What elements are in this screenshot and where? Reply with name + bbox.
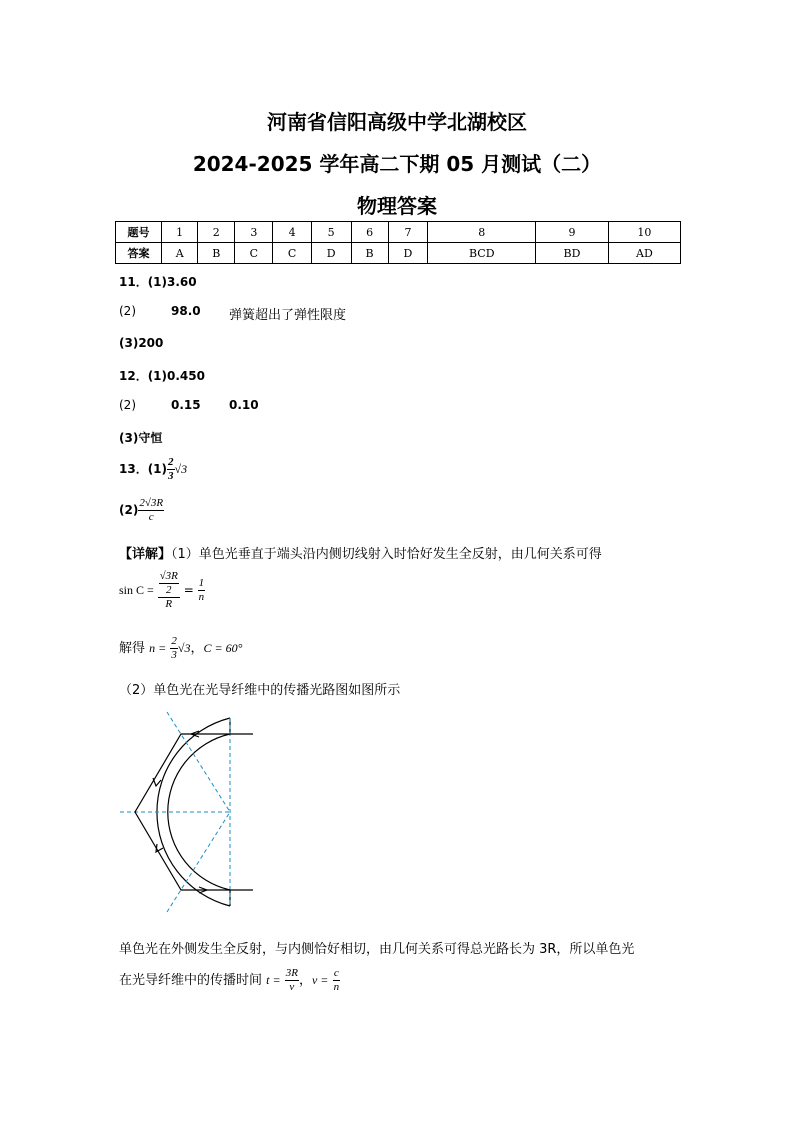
- table-row-numbers: [116, 222, 681, 243]
- t-separator: ，: [298, 973, 312, 988]
- table-cell: B: [198, 243, 235, 264]
- school-title: 河南省信阳高级中学北湖校区: [267, 110, 527, 134]
- sin-inner-fraction: [159, 570, 179, 597]
- q11-part2-note: 弹簧超出了弹性限度: [229, 308, 347, 323]
- q13-part1-radical: √3: [174, 462, 188, 476]
- table-cell: AD: [608, 243, 680, 264]
- t-fraction: [285, 967, 299, 994]
- sin-rhs-fraction: [198, 577, 206, 604]
- q13-part2-fraction: [138, 497, 164, 524]
- fraction-numerator: 2√3R: [139, 497, 164, 509]
- table-cell: 2: [198, 222, 235, 243]
- fraction-numerator: √3R: [159, 570, 178, 582]
- fiber-light-path-diagram: [115, 710, 265, 915]
- v-expr: v =: [311, 973, 329, 987]
- sin-big-numerator: [158, 570, 180, 598]
- q13-detail: [119, 543, 602, 562]
- sin-big-denominator: R: [165, 598, 173, 610]
- table-cell: D: [388, 243, 428, 264]
- q13-part1: [119, 456, 187, 483]
- fraction-denominator: c: [148, 511, 154, 523]
- table-cell: 5: [311, 222, 351, 243]
- solve-fraction: [170, 635, 178, 662]
- table-cell: A: [162, 243, 198, 264]
- sin-formula: [119, 570, 205, 611]
- table-cell: 6: [351, 222, 388, 243]
- normal-lines: [120, 712, 230, 912]
- normal-line-bottom: [167, 812, 230, 912]
- table-cell: 9: [536, 222, 609, 243]
- q11-part2-label: (2): [119, 304, 136, 318]
- detail-label: 【详解】: [119, 547, 172, 562]
- fraction-numerator: 2: [171, 635, 177, 647]
- solve-n: n =: [149, 641, 167, 655]
- conclusion-prefix: 在光导纤维中的传播时间: [119, 973, 263, 988]
- conclusion-line1: 单色光在外侧发生全反射，与内侧恰好相切，由几何关系可得总光路长为 3R，所以单色光: [119, 942, 635, 957]
- exam-title: 2024-2025 学年高二下期 05 月测试（二）: [192, 152, 602, 176]
- v-fraction: [333, 967, 341, 994]
- row-label-answer: 答案: [116, 243, 162, 264]
- solve-separator: ，: [190, 641, 204, 656]
- table-cell: 1: [162, 222, 198, 243]
- q11-part1: 11．(1)3.60: [119, 275, 197, 289]
- table-cell: D: [311, 243, 351, 264]
- table-cell: 10: [608, 222, 680, 243]
- fraction-denominator: n: [198, 591, 205, 603]
- sin-big-fraction: [158, 570, 180, 611]
- fraction-numerator: 3R: [285, 967, 298, 979]
- table-cell: 3: [235, 222, 273, 243]
- q12-part1: 12．(1)0.450: [119, 369, 205, 383]
- q13-part1-fraction: [167, 456, 175, 483]
- normal-line-top: [167, 712, 230, 812]
- fraction-denominator: 2: [165, 584, 172, 596]
- q13-part1-prefix: 13．(1): [119, 462, 168, 476]
- q12-part2: [119, 398, 259, 412]
- fraction-denominator: n: [333, 981, 340, 993]
- table-cell: C: [273, 243, 311, 264]
- q11-part2-value: 98.0: [171, 304, 201, 318]
- light-path: [135, 734, 253, 890]
- q12-part2-value2: 0.10: [229, 398, 259, 412]
- q12-part3: (3)守恒: [119, 431, 163, 445]
- t-expr: t =: [266, 973, 281, 987]
- fraction-numerator: 1: [198, 577, 205, 589]
- detail-text: （1）单色光垂直于端头沿内侧切线射入时恰好发生全反射，由几何关系可得: [171, 547, 602, 562]
- q13-part2: [119, 497, 164, 524]
- equals-sign: =: [183, 583, 194, 597]
- solve-angle: C = 60°: [203, 641, 243, 655]
- table-cell: B: [351, 243, 388, 264]
- table-row-answers: [116, 243, 681, 264]
- subject-title: 物理答案: [357, 194, 437, 218]
- q11-part3: (3)200: [119, 336, 164, 350]
- answer-table: [115, 221, 681, 264]
- table-cell: 4: [273, 222, 311, 243]
- table-cell: 8: [428, 222, 536, 243]
- arrow-icon: [156, 844, 163, 852]
- solve-radical: √3: [177, 641, 191, 655]
- row-label-number: 题号: [116, 222, 162, 243]
- fraction-numerator: c: [333, 967, 339, 979]
- table-cell: BD: [536, 243, 609, 264]
- conclusion-line2: [119, 967, 340, 994]
- fraction-denominator: 3: [168, 470, 174, 482]
- fraction-denominator: v: [289, 981, 295, 993]
- q13-part2-prefix: (2): [119, 503, 139, 517]
- solve-prefix: 解得: [119, 641, 146, 656]
- fraction-numerator: 2: [168, 456, 174, 468]
- q12-part2-label: (2): [119, 398, 136, 412]
- solve-line: [119, 635, 242, 662]
- sin-lhs: sin C =: [119, 583, 154, 597]
- q12-part2-value1: 0.15: [171, 398, 201, 412]
- table-cell: C: [235, 243, 273, 264]
- table-cell: BCD: [428, 243, 536, 264]
- fraction-denominator: 3: [171, 649, 177, 661]
- part2-text: （2）单色光在光导纤维中的传播光路图如图所示: [119, 683, 401, 698]
- table-cell: 7: [388, 222, 428, 243]
- q11-part2: [119, 304, 347, 323]
